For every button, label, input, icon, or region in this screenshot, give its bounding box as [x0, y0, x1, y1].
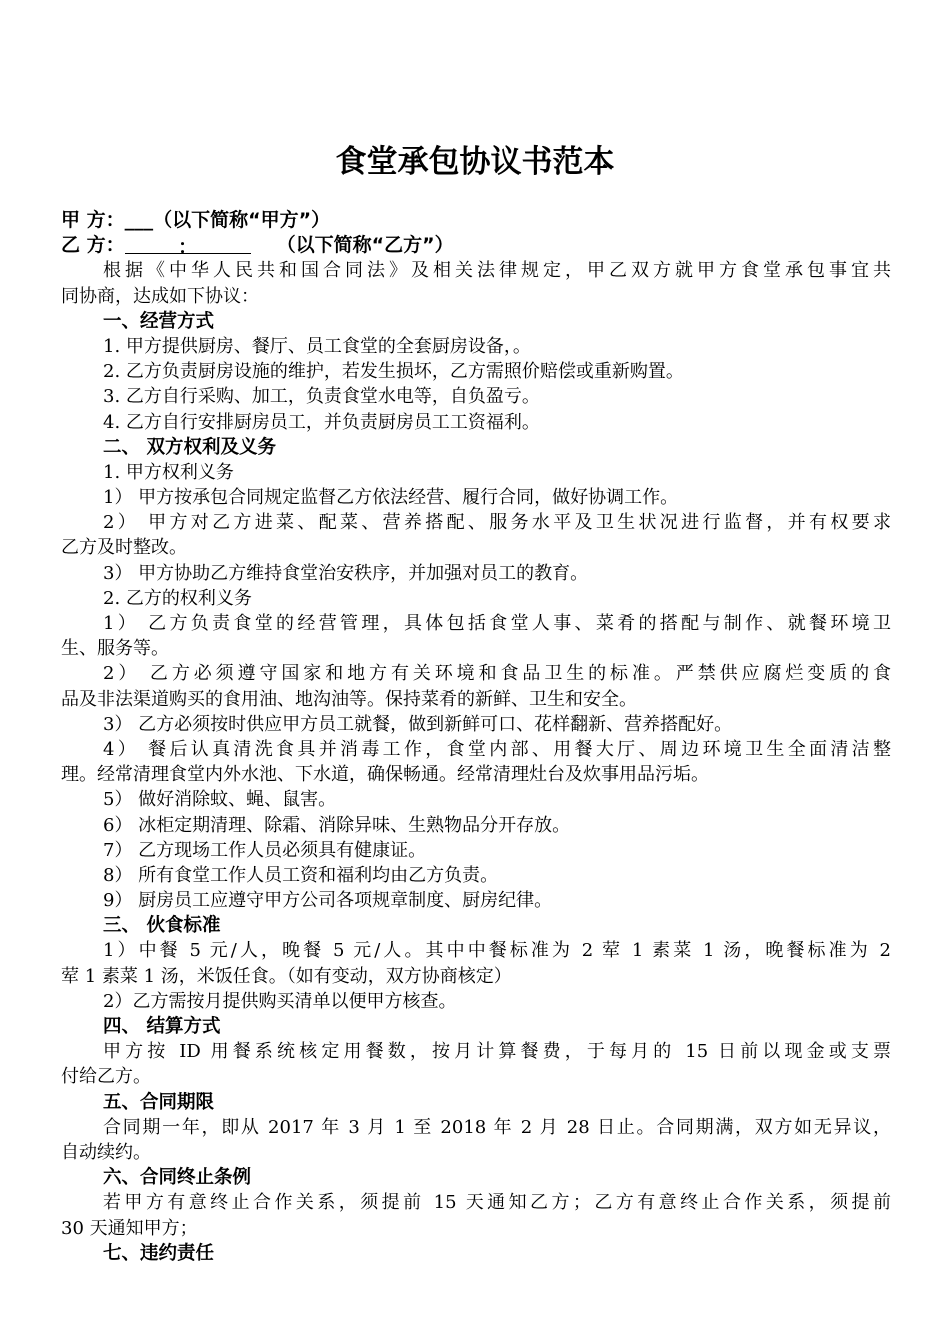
s2-a1: 1） 甲方按承包合同规定监督乙方依法经营、履行合同，做好协调工作。 — [103, 487, 679, 509]
s2-b4-line-1: 4） 餐后认真清洗食具并消毒工作，食堂内部、用餐大厅、周边环境卫生全面清洁整 — [103, 738, 891, 760]
section-1-heading: 一、经营方式 — [103, 310, 215, 332]
s2-a2-line-1: 2） 甲方对乙方进菜、配菜、营养搭配、服务水平及卫生状况进行监督，并有权要求 — [103, 512, 891, 534]
s1-item-1: 1. 甲方提供厨房、餐厅、员工食堂的全套厨房设备，。 — [103, 335, 531, 357]
s2-a3: 3） 甲方协助乙方维持食堂治安秩序，并加强对员工的教育。 — [103, 562, 589, 584]
s1-item-4: 4. 乙方自行安排厨房员工，并负责厨房员工工资福利。 — [103, 411, 540, 433]
party-a-note: （以下简称“甲方”） — [153, 209, 331, 231]
party-a-line — [61, 208, 891, 233]
section-7-heading: 七、违约责任 — [103, 1242, 215, 1264]
s6-p-line-1: 若甲方有意终止合作关系，须提前 15 天通知乙方；乙方有意终止合作关系，须提前 — [103, 1192, 891, 1214]
s2-a2-line-2: 乙方及时整改。 — [61, 537, 187, 559]
s2-b9: 9） 厨房员工应遵守甲方公司各项规章制度、厨房纪律。 — [103, 890, 553, 912]
s2-b4-line-2: 理。经常清理食堂内外水池、下水道，确保畅通。经常清理灶台及炊事用品污垢。 — [61, 764, 709, 786]
party-b-label: 乙 方： — [61, 234, 125, 257]
section-5-heading: 五、合同期限 — [103, 1091, 215, 1113]
s2-b1-line-2: 生、服务等。 — [61, 638, 169, 660]
party-a-blank: ___ — [124, 209, 154, 231]
s2-b6: 6） 冰柜定期清理、除霜、消除异味、生熟物品分开存放。 — [103, 814, 571, 836]
section-6-heading: 六、合同终止条例 — [103, 1167, 252, 1189]
s1-item-2: 2. 乙方负责厨房设施的维护，若发生损坏，乙方需照价赔偿或重新购置。 — [103, 361, 684, 383]
s2-b5: 5） 做好消除蚊、蝇、鼠害。 — [103, 789, 337, 811]
s4-p-line-1: 甲方按 ID 用餐系统核定用餐数，按月计算餐费，于每月的 15 日前以现金或支票 — [103, 1041, 891, 1063]
party-b-line — [61, 233, 891, 258]
s4-p-line-2: 付给乙方。 — [61, 1066, 151, 1088]
preamble-line-1: 根据《中华人民共和国合同法》及相关法律规定，甲乙双方就甲方食堂承包事宜共 — [103, 260, 891, 282]
page-title: 食堂承包协议书范本 — [335, 144, 615, 180]
s5-p-line-1: 合同期一年，即从 2017 年 3 月 1 至 2018 年 2 月 28 日止。合同期满，双方如无异议， — [103, 1116, 891, 1138]
s3-p2: 2）乙方需按月提供购买清单以便甲方核查。 — [103, 990, 457, 1012]
s2-sub-b: 2. 乙方的权利义务 — [103, 587, 252, 609]
party-a-label: 甲 方： — [61, 209, 125, 231]
s3-p1-line-1: 1）中餐 5 元/人，晚餐 5 元/人。其中中餐标准为 2 荤 1 素菜 1 汤，晚餐标准为 2 — [103, 940, 891, 962]
document-body — [61, 208, 891, 1266]
s2-sub-a: 1. 甲方权利义务 — [103, 461, 234, 483]
preamble-line-2: 同协商，达成如下协议： — [61, 285, 259, 307]
s1-item-3: 3. 乙方自行采购、加工，负责食堂水电等，自负盈亏。 — [103, 386, 540, 408]
section-3-heading: 三、 伙食标准 — [103, 915, 221, 937]
s2-b8: 8） 所有食堂工作人员工资和福利均由乙方负责。 — [103, 864, 499, 886]
s2-b1-line-1: 1） 乙方负责食堂的经营管理，具体包括食堂人事、菜肴的搭配与制作、就餐环境卫 — [103, 613, 891, 634]
s5-p-line-2: 自动续约。 — [61, 1141, 151, 1163]
s2-b2-line-2: 品及非法渠道购买的食用油、地沟油等。保持菜肴的新鲜、卫生和安全。 — [61, 688, 637, 710]
s3-p1-line-2: 荤 1 素菜 1 汤，米饭任食。（如有变动，双方协商核定） — [61, 965, 512, 987]
party-b-note: （以下简称“乙方”） — [276, 234, 454, 257]
s6-p-line-2: 30 天通知甲方； — [61, 1217, 198, 1239]
s2-b7: 7） 乙方现场工作人员必须具有健康证。 — [103, 839, 427, 861]
section-2-heading: 二、 双方权利及义务 — [103, 436, 276, 458]
party-b-blank: ： — [125, 235, 251, 254]
s2-b3: 3） 乙方必须按时供应甲方员工就餐，做到新鲜可口、花样翻新、营养搭配好。 — [103, 713, 733, 735]
section-4-heading: 四、 结算方式 — [103, 1016, 221, 1037]
s2-b2-line-1: 2） 乙方必须遵守国家和地方有关环境和食品卫生的标准。严禁供应腐烂变质的食 — [103, 663, 891, 685]
